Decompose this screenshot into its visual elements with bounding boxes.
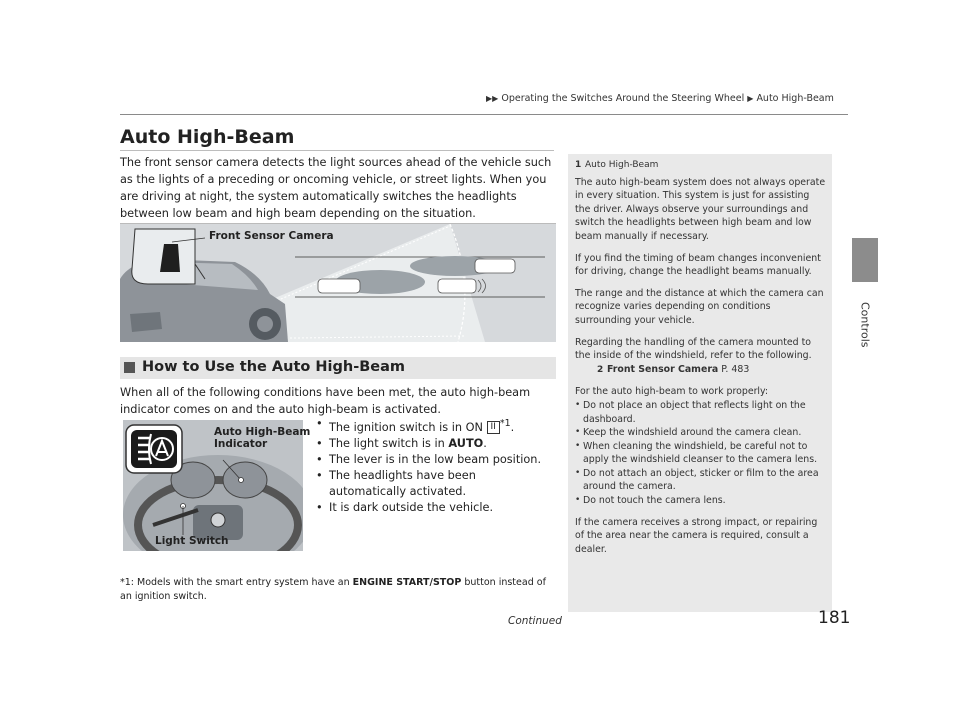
list-item: • Do not attach an object, sticker or film to the area around the camera. xyxy=(575,467,819,493)
info-paragraph: For the auto high-beam to work properly: xyxy=(575,386,769,398)
breadcrumb-arrow-icon: ▶ xyxy=(747,94,754,103)
breadcrumb-arrow-icon: ▶▶ xyxy=(486,94,499,103)
section-heading xyxy=(120,357,556,379)
chapter-tab[interactable] xyxy=(852,302,878,412)
list-item: • Do not touch the camera lens. xyxy=(575,495,726,507)
conditions-paragraph: When all of the following conditions have been met, the auto high-beam indicator comes on and the auto high-beam is activated. xyxy=(120,386,531,416)
conditions-list xyxy=(314,416,554,516)
bullet-icon: • xyxy=(575,440,581,451)
cross-reference-icon: 2 xyxy=(597,364,604,375)
info-box-title: Auto High-Beam xyxy=(585,160,659,170)
auto-high-beam-indicator-label xyxy=(214,426,310,450)
bullet-icon: • xyxy=(316,500,323,514)
section-heading-marker-icon xyxy=(124,362,135,373)
car-beam-illustration xyxy=(120,224,556,342)
list-item: • The light switch is in AUTO. xyxy=(316,436,487,450)
light-switch-label: Light Switch xyxy=(155,535,229,547)
page-title: Auto High-Beam xyxy=(120,126,295,148)
auto-high-beam-indicator-label-line-1: Auto High-Beam xyxy=(214,426,311,438)
title-divider xyxy=(120,150,554,151)
info-paragraph: If you find the timing of beam changes inconvenient for driving, change the headlight beams manually. xyxy=(575,252,821,278)
header-divider xyxy=(120,114,848,115)
front-sensor-camera-label: Front Sensor Camera xyxy=(209,230,334,242)
continued-label: Continued xyxy=(508,615,562,627)
info-paragraph: Regarding the handling of the camera mounted to the inside of the windshield, refer to the following. xyxy=(575,336,812,362)
bullet-icon: • xyxy=(316,436,323,450)
bullet-icon: • xyxy=(575,495,581,506)
list-item: • It is dark outside the vehicle. xyxy=(316,500,494,514)
info-box-content xyxy=(575,158,827,564)
bullet-icon: • xyxy=(575,467,581,478)
list-item: • Keep the windshield around the camera clean. xyxy=(575,427,802,439)
cross-reference-link[interactable]: 2 Front Sensor Camera P. 483 xyxy=(575,363,827,378)
bullet-icon: • xyxy=(575,399,581,410)
list-item: • When cleaning the windshield, be careful not to apply the windshield cleanser to the camera lens. xyxy=(575,440,818,466)
chapter-tab-marker xyxy=(852,238,878,282)
breadcrumb-item[interactable]: Operating the Switches Around the Steering Wheel xyxy=(501,93,745,104)
footnote-ref[interactable]: *1 xyxy=(499,418,511,429)
info-paragraph: The range and the distance at which the camera can recognize varies depending on conditions surrounding your vehicle. xyxy=(575,287,824,326)
bullet-icon: • xyxy=(575,427,581,438)
bullet-icon: • xyxy=(316,417,323,430)
info-paragraph: The auto high-beam system does not always operate in every situation. This system is just for assisting the driver. Always observe your surroundings and switch the headlights between high beam and low beam manually if necessary. xyxy=(575,176,826,242)
page-number: 181 xyxy=(818,608,851,628)
bullet-icon: • xyxy=(316,452,323,466)
front-sensor-camera-illustration xyxy=(120,223,556,342)
bullet-icon: • xyxy=(316,468,323,482)
list-item: • The headlights have been automatically activated. xyxy=(316,468,476,498)
info-ref-icon: 1 xyxy=(575,160,582,170)
chapter-tab-label: Controls xyxy=(858,302,872,348)
breadcrumb xyxy=(486,93,834,104)
intro-paragraph: The front sensor camera detects the light sources ahead of the vehicle such as the lights of a preceding or oncoming vehicle, or street lights. When you are driving at night, the system automatically switches the headlights between low beam and high beam depending on the situation. xyxy=(120,156,552,220)
list-item: • The ignition switch is in ON II $^{*1}$. xyxy=(316,417,515,434)
ignition-position-badge: II xyxy=(487,421,500,434)
breadcrumb-item-current: Auto High-Beam xyxy=(756,93,834,104)
auto-high-beam-indicator-label-line-2: Indicator xyxy=(214,438,268,450)
footnote: *1: Models with the smart entry system have an ENGINE START/STOP button instead of an ignition switch. xyxy=(120,577,546,602)
list-item: • The lever is in the low beam position. xyxy=(316,452,542,466)
list-item: • Do not place an object that reflects light on the dashboard. xyxy=(575,399,806,425)
section-heading-text: How to Use the Auto High-Beam xyxy=(142,359,405,375)
info-paragraph: If the camera receives a strong impact, or repairing of the area near the camera is required, consult a dealer. xyxy=(575,516,818,555)
